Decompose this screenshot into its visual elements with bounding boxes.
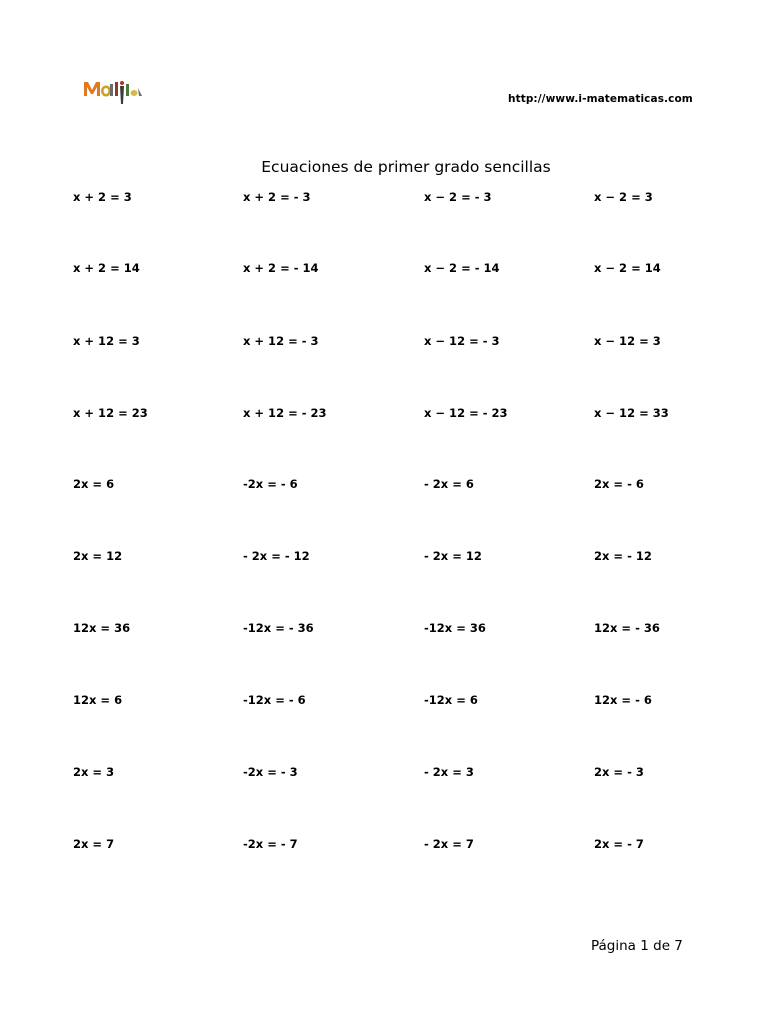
equation: - 2x = 3 [424,765,474,779]
equation: x − 2 = 14 [594,261,661,275]
equation: 2x = 12 [73,549,123,563]
equation: x + 2 = - 3 [243,190,311,204]
equation: -12x = - 36 [243,621,314,635]
equation: x − 12 = - 23 [424,406,508,420]
equation: - 2x = 7 [424,837,474,851]
equation-row [0,190,768,210]
equation: 2x = 6 [73,477,115,491]
equation: x + 12 = - 23 [243,406,327,420]
equation: 12x = - 6 [594,693,652,707]
equation-row [0,261,768,281]
equation: x − 2 = 3 [594,190,653,204]
equation: 2x = - 3 [594,765,644,779]
equation: 12x = 6 [73,693,123,707]
equation: -12x = - 6 [243,693,306,707]
equation: 2x = - 7 [594,837,644,851]
equation: -2x = - 6 [243,477,298,491]
equation: 2x = - 6 [594,477,644,491]
equation: x + 2 = 3 [73,190,132,204]
equation-row [0,334,768,354]
equation: -12x = 6 [424,693,478,707]
equation: x + 12 = - 3 [243,334,319,348]
equation-row [0,477,768,497]
equation: 2x = - 12 [594,549,652,563]
equation-row [0,549,768,569]
equation: 2x = 3 [73,765,115,779]
equation: - 2x = - 12 [243,549,310,563]
equation: -12x = 36 [424,621,486,635]
equation-row [0,765,768,785]
page-title: Ecuaciones de primer grado sencillas [261,158,551,176]
equation: -2x = - 3 [243,765,298,779]
equation: x − 2 = - 3 [424,190,492,204]
equation: -2x = - 7 [243,837,298,851]
equation-row [0,621,768,641]
equation: 2x = 7 [73,837,115,851]
equation: x − 12 = 33 [594,406,669,420]
equation: x + 2 = - 14 [243,261,319,275]
equation: - 2x = 6 [424,477,474,491]
equation-row [0,406,768,426]
equation-row [0,693,768,713]
equation: x + 2 = 14 [73,261,140,275]
equation: 12x = 36 [73,621,131,635]
equation: 12x = - 36 [594,621,660,635]
site-url[interactable]: http://www.i-matematicas.com [508,93,693,105]
equation: - 2x = 12 [424,549,482,563]
equation: x − 12 = - 3 [424,334,500,348]
equation-row [0,837,768,857]
equation: x + 12 = 23 [73,406,148,420]
equation: x + 12 = 3 [73,334,140,348]
equation: x − 2 = - 14 [424,261,500,275]
equation: x − 12 = 3 [594,334,661,348]
page-number: Página 1 de 7 [591,938,683,954]
